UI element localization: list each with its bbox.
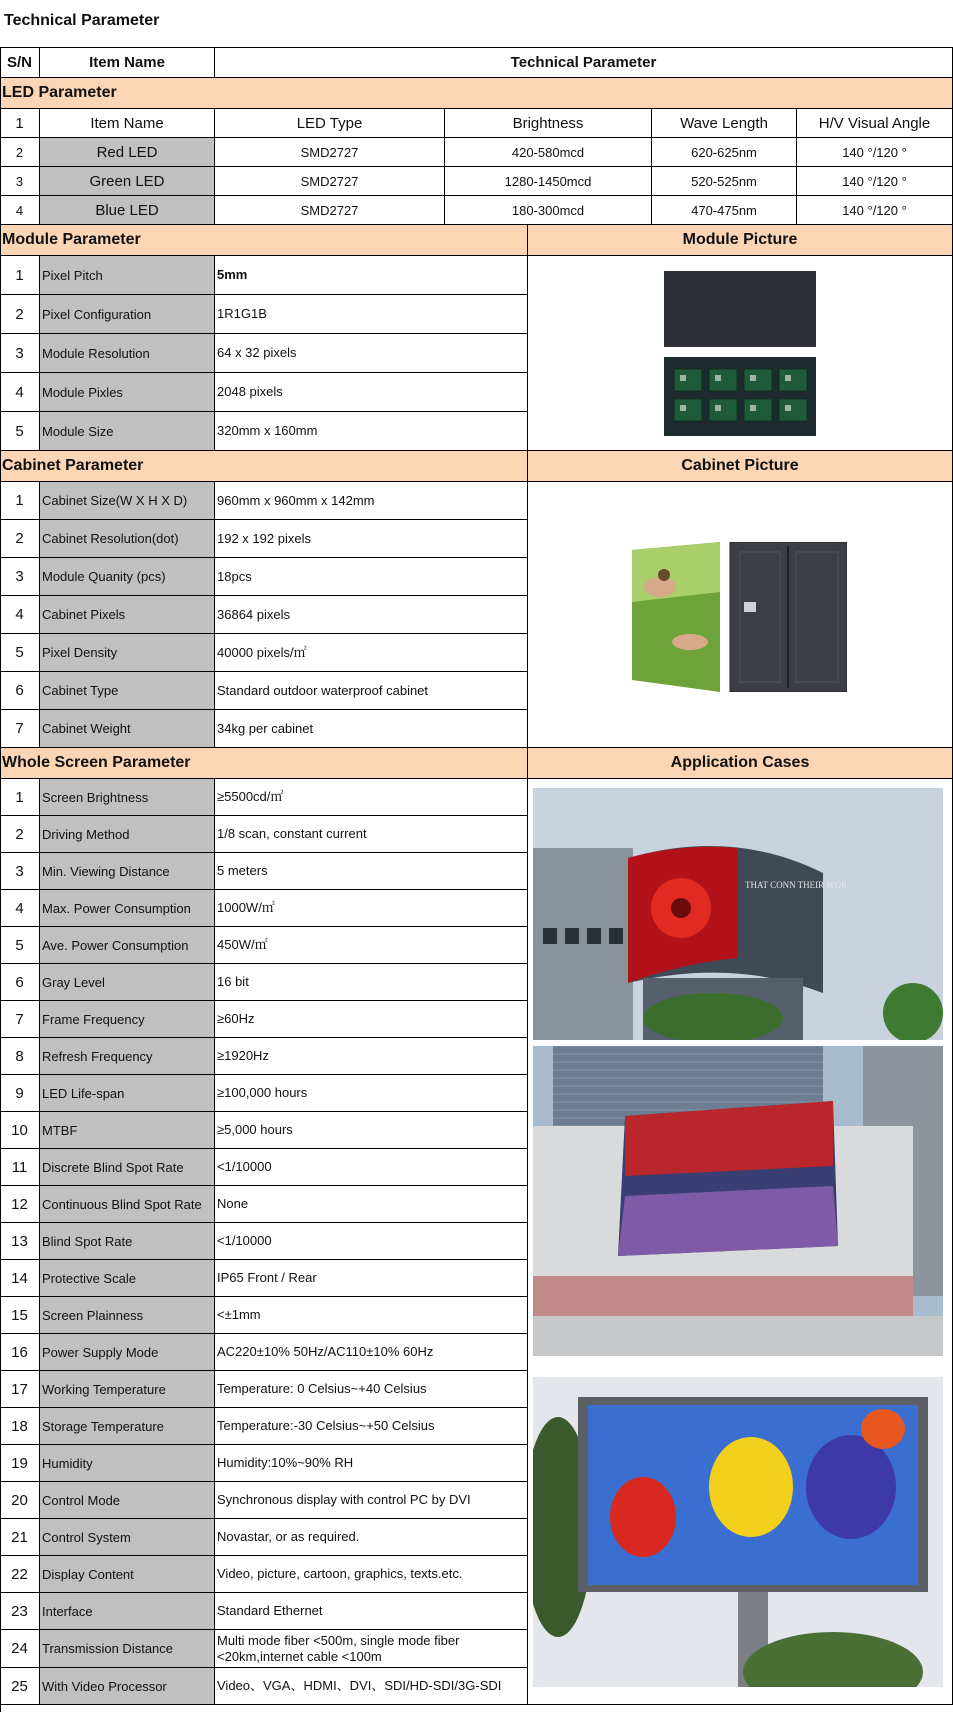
section-led-parameter — [0, 78, 953, 109]
row-sn: 6 — [0, 672, 40, 710]
param-name: Interface — [40, 1593, 215, 1630]
row-sn: 5 — [0, 634, 40, 672]
param-value: 34kg per cabinet — [215, 710, 528, 748]
param-name: Display Content — [40, 1556, 215, 1593]
led-cell: Brightness — [445, 109, 652, 138]
param-name: Control Mode — [40, 1482, 215, 1519]
param-name: Module Pixles — [40, 373, 215, 412]
row-sn: 9 — [0, 1075, 40, 1112]
param-name: Pixel Configuration — [40, 295, 215, 334]
row-sn: 11 — [0, 1149, 40, 1186]
led-item-name: Item Name — [40, 109, 215, 138]
param-name: Cabinet Resolution(dot) — [40, 520, 215, 558]
led-item-name: Green LED — [40, 167, 215, 196]
module-picture-pane — [528, 256, 953, 451]
param-value: 40000 pixels/㎡ — [215, 634, 528, 672]
param-name: Ave. Power Consumption — [40, 927, 215, 964]
param-value: Temperature:-30 Celsius~+50 Celsius — [215, 1408, 528, 1445]
led-cell: SMD2727 — [215, 138, 445, 167]
section-title: Whole Screen Parameter — [0, 748, 528, 779]
param-value: <1/10000 — [215, 1223, 528, 1260]
row-sn: 22 — [0, 1556, 40, 1593]
param-name: Cabinet Weight — [40, 710, 215, 748]
param-value: 16 bit — [215, 964, 528, 1001]
param-name: Screen Brightness — [40, 779, 215, 816]
row-sn: 7 — [0, 1001, 40, 1038]
param-name: Transmission Distance — [40, 1630, 215, 1668]
header-item-name: Item Name — [40, 47, 215, 78]
application-cases-pane — [528, 779, 953, 1705]
param-value: 192 x 192 pixels — [215, 520, 528, 558]
param-value: Humidity:10%~90% RH — [215, 1445, 528, 1482]
led-cell: 140 °/120 ° — [797, 167, 953, 196]
param-value: 1000W/㎡ — [215, 890, 528, 927]
param-name: Min. Viewing Distance — [40, 853, 215, 890]
param-name: Humidity — [40, 1445, 215, 1482]
row-sn: 12 — [0, 1186, 40, 1223]
row-sn: 3 — [0, 167, 40, 196]
led-cell: 1280-1450mcd — [445, 167, 652, 196]
row-sn: 7 — [0, 710, 40, 748]
led-row — [0, 109, 953, 138]
led-cell: LED Type — [215, 109, 445, 138]
building-sign-text: THAT CONN THEIR WOR — [745, 880, 848, 890]
param-name: Power Supply Mode — [40, 1334, 215, 1371]
param-name: Refresh Frequency — [40, 1038, 215, 1075]
param-value: 64 x 32 pixels — [215, 334, 528, 373]
param-name: Working Temperature — [40, 1371, 215, 1408]
picture-title: Module Picture — [528, 225, 953, 256]
param-value: 320mm x 160mm — [215, 412, 528, 451]
param-value: Video, picture, cartoon, graphics, texts.etc. — [215, 1556, 528, 1593]
param-name: LED Life-span — [40, 1075, 215, 1112]
section-title: Module Parameter — [0, 225, 528, 256]
row-sn: 5 — [0, 927, 40, 964]
param-name: Cabinet Size(W X H X D) — [40, 482, 215, 520]
section-cabinet — [0, 451, 953, 482]
led-row — [0, 196, 953, 225]
cabinet-picture-pane — [528, 482, 953, 748]
param-name: Cabinet Pixels — [40, 596, 215, 634]
row-sn: 25 — [0, 1668, 40, 1705]
row-sn: 5 — [0, 412, 40, 451]
row-sn: 3 — [0, 558, 40, 596]
picture-title: Cabinet Picture — [528, 451, 953, 482]
row-sn: 4 — [0, 373, 40, 412]
header-row — [0, 47, 953, 78]
page-title: Technical Parameter — [4, 12, 160, 29]
param-value: AC220±10% 50Hz/AC110±10% 60Hz — [215, 1334, 528, 1371]
param-value: ≥5,000 hours — [215, 1112, 528, 1149]
param-name: Max. Power Consumption — [40, 890, 215, 927]
param-value: Synchronous display with control PC by DVI — [215, 1482, 528, 1519]
row-sn: 23 — [0, 1593, 40, 1630]
param-value: None — [215, 1186, 528, 1223]
cabinet-photo — [632, 542, 847, 692]
led-cell: 140 °/120 ° — [797, 196, 953, 225]
row-sn: 19 — [0, 1445, 40, 1482]
row-sn: 15 — [0, 1297, 40, 1334]
led-cell: 140 °/120 ° — [797, 138, 953, 167]
section-title: LED Parameter — [0, 78, 953, 109]
row-sn: 18 — [0, 1408, 40, 1445]
led-cell: 420-580mcd — [445, 138, 652, 167]
led-cell: SMD2727 — [215, 196, 445, 225]
param-name: Cabinet Type — [40, 672, 215, 710]
row-sn: 4 — [0, 890, 40, 927]
section-module — [0, 225, 953, 256]
row-sn: 8 — [0, 1038, 40, 1075]
param-value: ≥60Hz — [215, 1001, 528, 1038]
row-sn: 2 — [0, 295, 40, 334]
param-value: 5mm — [215, 256, 528, 295]
row-sn: 2 — [0, 520, 40, 558]
param-value: Standard outdoor waterproof cabinet — [215, 672, 528, 710]
param-value: ≥1920Hz — [215, 1038, 528, 1075]
row-sn: 13 — [0, 1223, 40, 1260]
application-photo-wall-screen — [533, 1046, 943, 1356]
param-name: Module Quanity (pcs) — [40, 558, 215, 596]
param-value: 2048 pixels — [215, 373, 528, 412]
param-value: IP65 Front / Rear — [215, 1260, 528, 1297]
row-sn: 10 — [0, 1112, 40, 1149]
row-sn: 1 — [0, 109, 40, 138]
param-value: 36864 pixels — [215, 596, 528, 634]
row-sn: 1 — [0, 779, 40, 816]
param-value: 960mm x 960mm x 142mm — [215, 482, 528, 520]
section-title: Cabinet Parameter — [0, 451, 528, 482]
row-sn: 3 — [0, 334, 40, 373]
param-name: Protective Scale — [40, 1260, 215, 1297]
header-parameter: Technical Parameter — [215, 47, 953, 78]
led-cell: H/V Visual Angle — [797, 109, 953, 138]
led-cell: 620-625nm — [652, 138, 797, 167]
picture-title: Application Cases — [528, 748, 953, 779]
module-photo — [664, 271, 816, 436]
led-cell: 470-475nm — [652, 196, 797, 225]
led-row — [0, 167, 953, 196]
param-name: Pixel Pitch — [40, 256, 215, 295]
param-value: 450W/㎡ — [215, 927, 528, 964]
param-value: <1/10000 — [215, 1149, 528, 1186]
row-sn: 17 — [0, 1371, 40, 1408]
param-value: 18pcs — [215, 558, 528, 596]
row-sn: 1 — [0, 482, 40, 520]
application-photo-curved-screen — [533, 788, 943, 1040]
row-sn: 2 — [0, 138, 40, 167]
param-name: Discrete Blind Spot Rate — [40, 1149, 215, 1186]
param-name: Control System — [40, 1519, 215, 1556]
row-sn: 21 — [0, 1519, 40, 1556]
row-sn: 14 — [0, 1260, 40, 1297]
led-item-name: Red LED — [40, 138, 215, 167]
param-value: Multi mode fiber <500m, single mode fiber <20km,internet cable <100m — [215, 1630, 528, 1668]
param-name: Blind Spot Rate — [40, 1223, 215, 1260]
row-sn: 2 — [0, 816, 40, 853]
led-cell: 520-525nm — [652, 167, 797, 196]
param-value: Novastar, or as required. — [215, 1519, 528, 1556]
param-name: Driving Method — [40, 816, 215, 853]
led-cell: SMD2727 — [215, 167, 445, 196]
header-sn: S/N — [0, 47, 40, 78]
row-sn: 6 — [0, 964, 40, 1001]
param-value: ≥100,000 hours — [215, 1075, 528, 1112]
param-value: <±1mm — [215, 1297, 528, 1334]
param-name: Pixel Density — [40, 634, 215, 672]
param-value: 1R1G1B — [215, 295, 528, 334]
row-sn: 4 — [0, 596, 40, 634]
param-name: Continuous Blind Spot Rate — [40, 1186, 215, 1223]
param-name: Gray Level — [40, 964, 215, 1001]
param-value: 1/8 scan, constant current — [215, 816, 528, 853]
param-value: Temperature: 0 Celsius~+40 Celsius — [215, 1371, 528, 1408]
led-item-name: Blue LED — [40, 196, 215, 225]
param-name: Module Resolution — [40, 334, 215, 373]
param-value: Video、VGA、HDMI、DVI、SDI/HD-SDI/3G-SDI — [215, 1668, 528, 1705]
param-value: ≥5500cd/㎡ — [215, 779, 528, 816]
led-cell: 180-300mcd — [445, 196, 652, 225]
param-value: Standard Ethernet — [215, 1593, 528, 1630]
row-sn: 24 — [0, 1630, 40, 1668]
row-sn: 1 — [0, 256, 40, 295]
param-name: Storage Temperature — [40, 1408, 215, 1445]
param-name: Frame Frequency — [40, 1001, 215, 1038]
section-screen — [0, 748, 953, 779]
param-name: With Video Processor — [40, 1668, 215, 1705]
row-sn: 20 — [0, 1482, 40, 1519]
param-name: MTBF — [40, 1112, 215, 1149]
param-value: 5 meters — [215, 853, 528, 890]
led-row — [0, 138, 953, 167]
row-sn: 4 — [0, 196, 40, 225]
row-sn: 3 — [0, 853, 40, 890]
led-cell: Wave Length — [652, 109, 797, 138]
param-name: Screen Plainness — [40, 1297, 215, 1334]
param-name: Module Size — [40, 412, 215, 451]
row-sn: 16 — [0, 1334, 40, 1371]
application-photo-billboard — [533, 1377, 943, 1687]
